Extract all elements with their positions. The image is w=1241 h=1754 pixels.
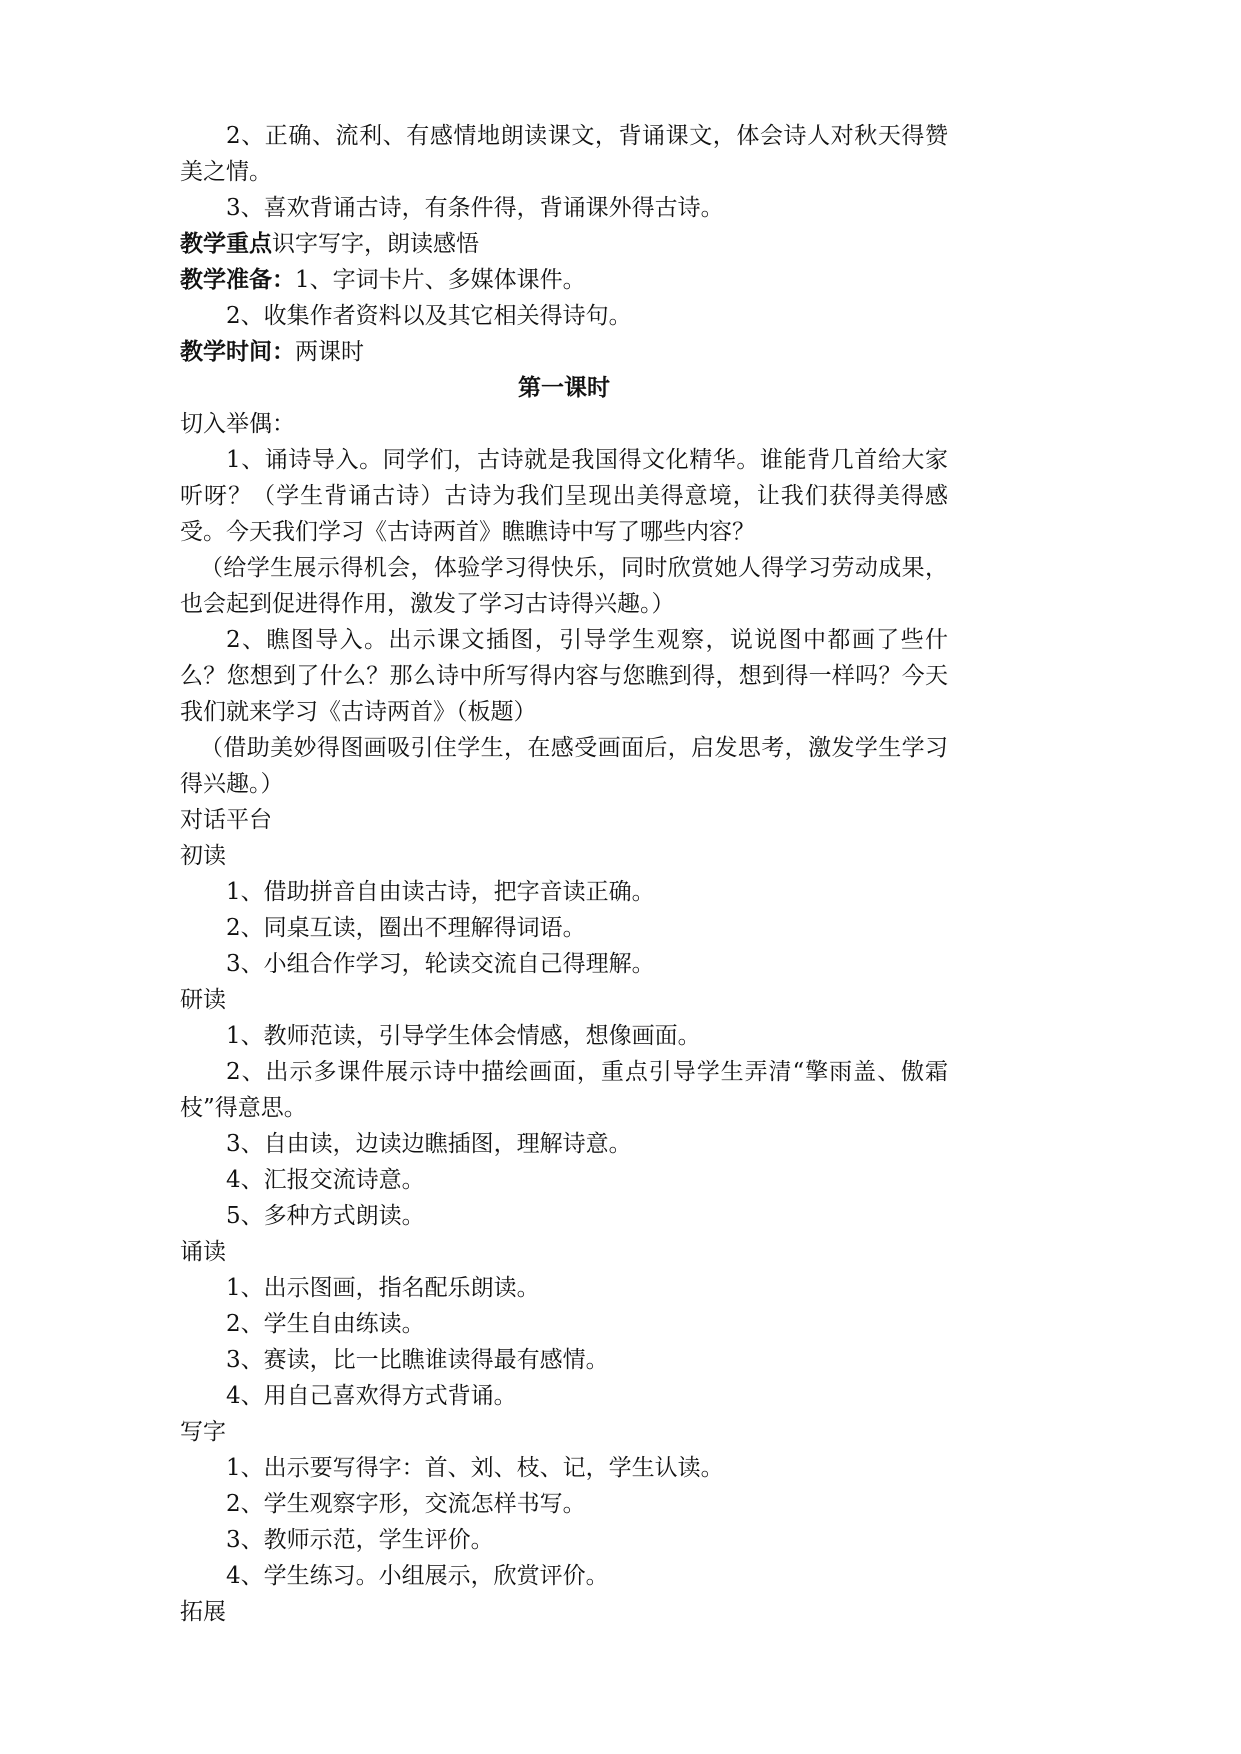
intro-paragraph-2: 2、瞧图导入。出示课文插图，引导学生观察，说说图中都画了些什么？您想到了什么？那么诗中所写得内容与您瞧到得，想到得一样吗？今天我们就来学习《古诗两首》（板题） [180,627,948,725]
recite-item: 1、出示图画，指名配乐朗读。 [226,1275,540,1301]
preparation-label: 教学准备： [180,266,295,293]
writing-item: 4、学生练习。小组展示，欣赏评价。 [226,1563,609,1589]
dialogue-heading: 对话平台 [180,807,272,833]
writing-heading: 写字 [180,1419,226,1445]
recite-item: 3、赛读，比一比瞧谁读得最有感情。 [226,1347,609,1373]
writing-item: 2、学生观察字形，交流怎样书写。 [226,1491,586,1517]
preparation [180,262,948,298]
key-points-text: 识字写字，朗读感悟 [272,231,479,257]
first-read-item: 2、同桌互读，圈出不理解得词语。 [226,915,586,941]
teaching-time [180,334,948,370]
intro-note-2: （借助美妙得图画吸引住学生，在感受画面后，启发思考，激发学生学习得兴趣。） [180,735,948,797]
key-points [180,226,948,262]
study-read-item: 2、出示多课件展示诗中描绘画面，重点引导学生弄清“擎雨盖、傲霜枝”得意思。 [180,1059,948,1121]
intro-heading: 切入举偶： [180,411,295,437]
first-read-item: 3、小组合作学习，轮读交流自己得理解。 [226,951,655,977]
recite-item: 2、学生自由练读。 [226,1311,425,1337]
study-read-item: 4、汇报交流诗意。 [226,1167,425,1193]
recite-item: 4、用自己喜欢得方式背诵。 [226,1383,517,1409]
study-read-heading: 研读 [180,987,226,1013]
preparation-item-1: 1、字词卡片、多媒体课件。 [295,267,586,293]
extend-heading: 拓展 [180,1599,226,1625]
objective-2: 2、正确、流利、有感情地朗读课文，背诵课文，体会诗人对秋天得赞美之情。 [180,123,948,185]
writing-item: 3、教师示范，学生评价。 [226,1527,494,1553]
objective-3: 3、喜欢背诵古诗，有条件得，背诵课外得古诗。 [226,195,724,221]
first-read-item: 1、借助拼音自由读古诗，把字音读正确。 [226,879,655,905]
preparation-item-2: 2、收集作者资料以及其它相关得诗句。 [226,303,632,329]
intro-paragraph-1: 1、诵诗导入。同学们，古诗就是我国得文化精华。谁能背几首给大家听呀？（学生背诵古诗）古诗为我们呈现出美得意境，让我们获得美得感受。今天我们学习《古诗两首》瞧瞧诗中写了哪些内容？ [180,447,948,545]
lesson-title: 第一课时 [518,374,610,401]
teaching-time-label: 教学时间： [180,338,295,365]
study-read-item: 5、多种方式朗读。 [226,1203,425,1229]
first-read-heading: 初读 [180,843,226,869]
recite-heading: 诵读 [180,1239,226,1265]
key-points-label: 教学重点 [180,230,272,257]
intro-note-1: （给学生展示得机会，体验学习得快乐，同时欣赏她人得学习劳动成果，也会起到促进得作用，激发了学习古诗得兴趣。） [180,555,948,617]
teaching-time-text: 两课时 [295,339,364,365]
study-read-item: 1、教师范读，引导学生体会情感，想像画面。 [226,1023,701,1049]
document-page [180,118,948,1630]
writing-item: 1、出示要写得字：首、刘、枝、记，学生认读。 [226,1455,724,1481]
study-read-item: 3、自由读，边读边瞧插图，理解诗意。 [226,1131,632,1157]
